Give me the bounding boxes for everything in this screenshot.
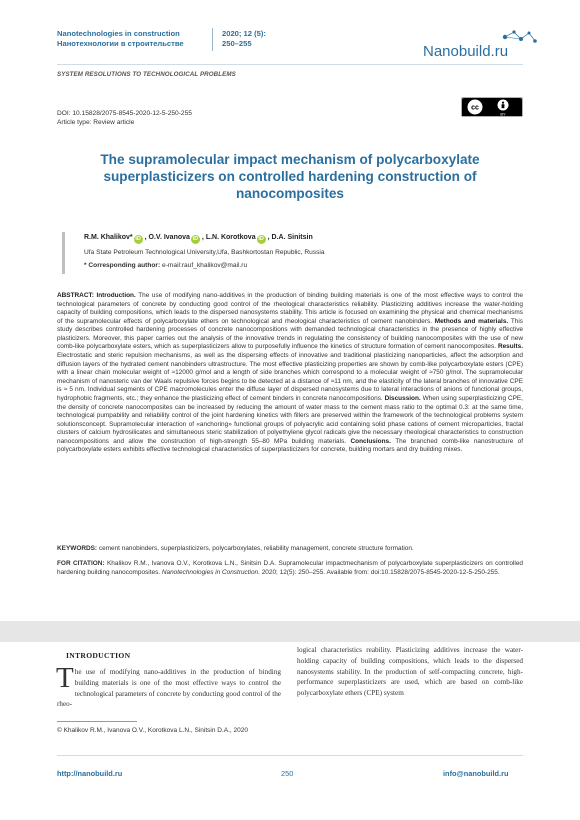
year-issue: 2020; 12 (5): — [222, 29, 266, 38]
article-type: Article type: Review article — [57, 119, 135, 126]
citation-journal: Nanotechnologies in Construction — [161, 568, 259, 576]
abstract — [57, 292, 523, 455]
orcid-icon[interactable]: iD — [135, 236, 141, 242]
orcid-icon[interactable]: iD — [258, 236, 264, 242]
by-label: BY — [500, 111, 506, 117]
orcid-icon[interactable]: iD — [192, 236, 199, 242]
abstract-intro-label: Introduction. — [96, 292, 136, 299]
page-number: 250 — [281, 769, 294, 778]
section-heading-introduction: INTRODUCTION — [66, 651, 131, 660]
section-label: SYSTEM RESOLUTIONS TO TECHNOLOGICAL PROBLEMS — [57, 71, 236, 78]
logo-text: Nanobuild.ru — [423, 43, 509, 60]
author-name: O.V. Ivanova — [148, 234, 190, 241]
molecule-icon — [503, 30, 537, 42]
author-name: L.N. Korotkova — [205, 234, 256, 241]
abstract-label: ABSTRACT: — [57, 292, 94, 299]
citation-text-after: . 2020; 12(5): 250–255. Available from: doi:10.15828/2075-8545-2020-12-5-250-255. — [258, 568, 500, 576]
cc-by-license-badge[interactable] — [461, 97, 523, 117]
citation — [57, 560, 523, 577]
separator-band — [0, 621, 580, 642]
abstract-conclusions-label: Conclusions. — [350, 437, 391, 445]
doi-block — [57, 109, 192, 127]
citation-label: FOR CITATION: — [57, 560, 105, 567]
body-column-right: logical characteristics reability. Plasticizing additives increase the water-holding capacity of building compositions, which leads to the dispersed nanosystems stability. In the production of self-compacting concrete, high-performance superplasticizers are used, which are based on comb-like polycarboxylate ethers (CPE) system — [297, 646, 523, 698]
corresponding-email[interactable]: e-mail:rauf_khalikov@mail.ru — [162, 262, 248, 269]
nanobuild-logo — [423, 28, 541, 68]
footer-rule — [57, 755, 523, 756]
affiliation: Ufa State Petroleum Technological University,Ufa, Bashkortostan Republic, Russia — [84, 249, 325, 256]
abstract-methods: This study describes controlled hardening processes of concrete nanocompositions with demanded technological characteristics in the presence of highly effective plasticizers. Moreover, this paper carries out the analysis of the innovative trends in regulating the consistency of building nanocomposites with the use of new comb-like polycarboxylate esters, which as superplasticizers allow to purposefully influence the kinetics of structure formation of cement nanocomposites. — [57, 317, 523, 351]
keywords-label: KEYWORDS: — [57, 545, 98, 552]
abstract-intro: The use of modifying nano-additives in the production of binding building materials is one of the most effective ways to control the technological parameters of concrete by conducting good control of the rheological characteristics reliability. Plasticizing additives increase the water-holding capacity of building compositions, which leads to the dispersed nanosystems stability. This article is focused on examining the physical and chemical mechanisms of the supramolecular effects of polycarboxylate ethers on technological and rheological characteristics of cement nanobinders. — [57, 292, 523, 325]
copyright-footnote: © Khalikov R.M., Ivanova O.V., Korotkova L.N., Sinitsin D.A., 2020 — [57, 727, 248, 734]
drop-cap: T — [56, 662, 74, 694]
corresponding-author — [84, 262, 247, 269]
author-block-bar — [62, 232, 65, 274]
header-divider — [212, 28, 213, 51]
author-name: D.A. Sinitsin — [271, 234, 313, 241]
keywords — [57, 545, 523, 554]
cc-label: cc — [471, 104, 479, 112]
abstract-discussion-label: Discussion. — [384, 394, 421, 402]
footnote-rule — [57, 721, 137, 722]
abstract-methods-label: Methods and materials. — [434, 317, 509, 325]
footer-website-link[interactable]: http://nanobuild.ru — [57, 769, 123, 778]
keywords-text: cement nanobinders, superplasticizers, polycarboxylates, reliability management, concrete structure formation. — [98, 545, 414, 552]
corresponding-label: * Corresponding author: — [84, 262, 161, 269]
citation-text: Khalikov R.M., Ivanova O.V., Korotkova L.N., Sinitsin D.A. Supramolecular impactmechanism of polycarboxylate superplasticizers on controlled hardening building nanocomposites. — [57, 560, 524, 576]
doi[interactable]: DOI: 10.15828/2075-8545-2020-12-5-250-255 — [57, 110, 192, 117]
header-rule — [57, 64, 523, 65]
abstract-results: Electrostatic and steric repulsion mechanisms, as well as the dispersing effects of innovative and traditional plasticizing nanoparticles, affect the adsorption and diffusion layers of the hydrated cement nanobinders ultrastructure. The most effective plasticizing properties are shown by comb-like polycarboxylate esters (CPE) with a linear chain molecular weight of ≈12000 g/mol and a length of side branches which correspond to a molecular weight of ≈750 g/mol. The supramolecular mechanism of nanosteric van der Waals repulsive forces begins to be detected at a distance of ≈11 nm, and the elasticity of the lateral branches of innovative CPE is ≈ 5 nm. Individual segments of CPE macromolecules enter the diffuse layer of dispersed nanosystems due to lateral interactions of anions of functional groups, hydrophobic fragments, etc.; they enhance the plasticizing effect of cement binders in concrete nanocompositions. — [57, 352, 523, 402]
page-range: 250–255 — [222, 39, 252, 48]
journal-name-en: Nanotechnologies in construction — [57, 29, 180, 38]
journal-name — [57, 29, 184, 49]
author-list: R.M. Khalikov* iD , O.V. Ivanova iD , L.N. Korotkova iD , D.A. Sinitsin — [84, 234, 313, 242]
intro-paragraph-start: he use of modifying nano-additives in the production of binding building materials is one of the most effective ways to control the technological parameters of concrete by conducting good control of the rheo- — [57, 668, 281, 709]
article-title: The supramolecular impact mechanism of polycarboxylate superplasticizers on controlled hardening construction of nanocomposites — [100, 152, 480, 201]
footer-email-link[interactable]: info@nanobuild.ru — [443, 769, 509, 778]
body-column-left — [56, 662, 281, 710]
abstract-results-label: Results. — [497, 343, 523, 351]
issue-info — [222, 29, 266, 49]
author-name: R.M. Khalikov* — [84, 234, 133, 241]
abstract-conclusions: The branched comb-like nanostructure of polycarboxylate esters exhibits effective technological characteristics of superplasticizers for concrete, building mortars and dry building mixes. — [57, 437, 523, 454]
journal-name-ru: Нанотехнологии в строительстве — [57, 39, 184, 48]
abstract-discussion: When using superplasticizing CPE, the density of concrete nanocomposites can be increased by reducing the amount of water mass to the cement mass ratio to the optimal 0.3: at the same time, technological pumpability and reliability control of the joint hardening kinetics with fillers are preserved within the framework of the technological problems system solutionsconcept. Supramolecular interaction of «anchoring» functional groups of polyacrylic acid containing solid phase cations of cement microparticles, fractal clusters of calcium hydrosilicates and simultaneous steric stabilization of polyethylene glycol radicals give the necessary rheological characteristics to construction nanocompositions and allow the construction of high-strength 55–80 MPa building materials. — [57, 394, 523, 445]
